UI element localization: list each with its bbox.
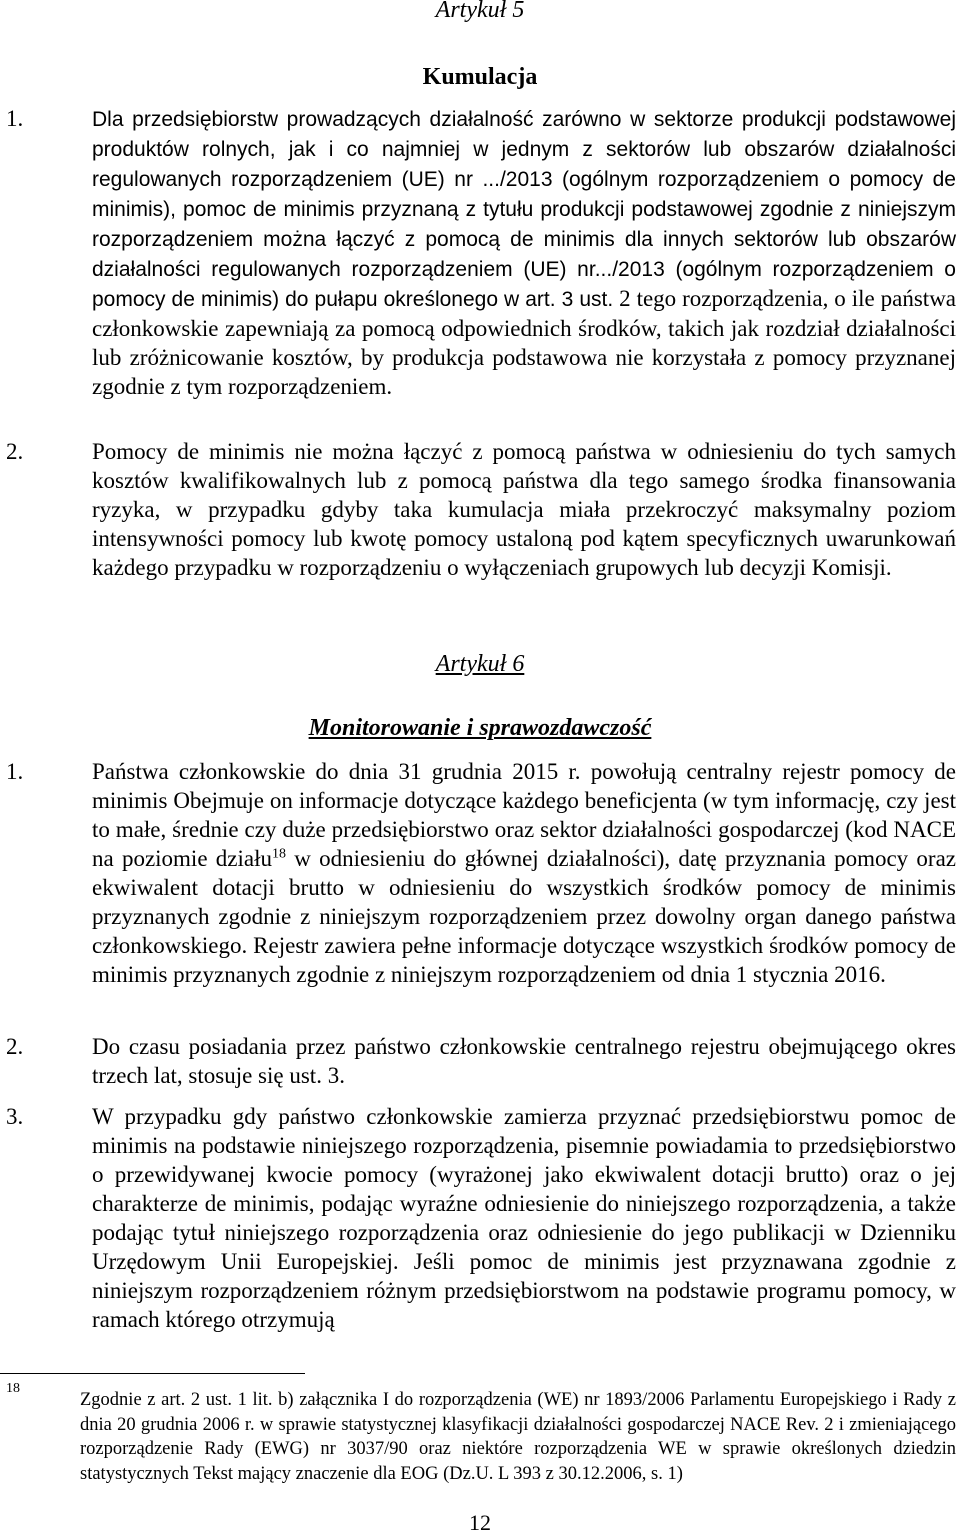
- item-text-part: Państwa członkowskie do dnia 31 grudnia 2015 r. powołują centralny rejestr pomocy de minimis Obejmuje on informacje dotyczące każdego beneficjenta (w tym informację, czy jest to małe, średnie czy duże przedsiębiorstwo oraz sektor działalności gospodarczej (kod NACE na poziomie działu: [92, 759, 956, 871]
- item-number: 2.: [6, 439, 24, 464]
- item-text-serif: 2 tego rozporządzenia, o ile państwa członkowskie zapewniają za pomocą odpowiednich środków, takich jak rozdział działalności lub zróżnicowanie kosztów, by produkcja podstawowa nie korzystała z pomocy przyznanej zgodnie z tym rozporządzeniem.: [92, 286, 957, 399]
- footnote-number: 18: [6, 1381, 20, 1396]
- item-text: Do czasu posiadania przez państwo członkowskie centralnego rejestru obejmującego okres trzech lat, stosuje się ust. 3.: [92, 1034, 956, 1088]
- footnote-separator: [0, 1373, 305, 1374]
- page-number: 12: [469, 1510, 491, 1535]
- item-number: 3.: [6, 1104, 24, 1129]
- article-6-title: Artykuł 6: [435, 651, 525, 677]
- item-text: [92, 104, 956, 401]
- item-text: Pomocy de minimis nie można łączyć z pomocą państwa w odniesieniu do tych samych kosztów kwalifikowalnych lub z pomocą państwa dla tego samego środka finansowania ryzyka, w przypadku gdyby taka kumulacja miała przekroczyć maksymalny poziom intensywności pomocy lub kwotę pomocy ustaloną pod kątem specyficznych uwarunkowań każdego przypadku w rozporządzeniu o wyłączeniach grupowych lub decyzji Komisji.: [92, 439, 956, 580]
- article-6-heading: Monitorowanie i sprawozdawczość: [308, 715, 652, 741]
- article-5-heading: Kumulacja: [422, 64, 538, 90]
- item-number: 2.: [6, 1034, 24, 1059]
- item-text-sans: Dla przedsiębiorstw prowadzących działalność zarówno w sektorze produkcji podstawowej produktów rolnych, jak i co najmniej w jednym z sektorów lub obszarów działalności regulowanych rozporządzeniem (UE) nr .../2013 (ogólnym rozporządzeniem o pomocy de minimis), pomoc de minimis przyznaną z tytułu produkcji podstawowej zgodnie z niniejszym rozporządzeniem można łączyć z pomocą de minimis dla innych sektorów lub obszarów działalności regulowanych rozporządzeniem (UE) nr.../2013 (ogólnym rozporządzeniem o pomocy de minimis) do pułapu określonego w art. 3 ust.: [92, 108, 956, 311]
- footnote-text: Zgodnie z art. 2 ust. 1 lit. b) załącznika I do rozporządzenia (WE) nr 1893/2006 Parlamentu Europejskiego i Rady z dnia 20 grudnia 2006 r. w sprawie statystycznej klasyfikacji działalności gospodarczej NACE Rev. 2 i zmieniającego rozporządzenie Rady (EWG) nr 3037/90 oraz niektóre rozporządzenia WE w sprawie określonych dziedzin statystycznych Tekst mający znaczenie dla EOG (Dz.U. L 393 z 30.12.2006, s. 1): [80, 1390, 956, 1484]
- item-text-part: w odniesieniu do głównej działalności), datę przyznania pomocy oraz ekwiwalent dotacji brutto w odniesieniu do wszystkich środków pomocy de minimis przyznanych zgodnie z niniejszym rozporządzeniem przez dowolny organ danego państwa członkowskiego. Rejestr zawiera pełne informacje dotyczące wszystkich środków pomocy de minimis przyznanych zgodnie z niniejszym rozporządzeniem od dnia 1 stycznia 2016.: [92, 846, 956, 987]
- item-text: W przypadku gdy państwo członkowskie zamierza przyznać przedsiębiorstwu pomoc de minimis na podstawie niniejszego rozporządzenia, pisemnie powiadamia to przedsiębiorstwo o przewidywanej kwocie pomocy (wyrażonej jako ekwiwalent dotacji brutto) oraz o jej charakterze de minimis, podając wyraźne odniesienie do niniejszego rozporządzenia, a także podając tytuł niniejszego rozporządzenia oraz odniesienie do jego publikacji w Dzienniku Urzędowym Unii Europejskiej. Jeśli pomoc de minimis jest przyznawana zgodnie z niniejszym rozporządzeniem różnym przedsiębiorstwom na podstawie programu pomocy, w ramach którego otrzymują: [92, 1104, 956, 1332]
- item-number: 1.: [6, 759, 24, 784]
- article-5-title: Artykuł 5: [435, 0, 525, 23]
- item-text: [92, 757, 956, 989]
- item-number: 1.: [6, 106, 24, 131]
- footnote-reference[interactable]: 18: [271, 846, 286, 862]
